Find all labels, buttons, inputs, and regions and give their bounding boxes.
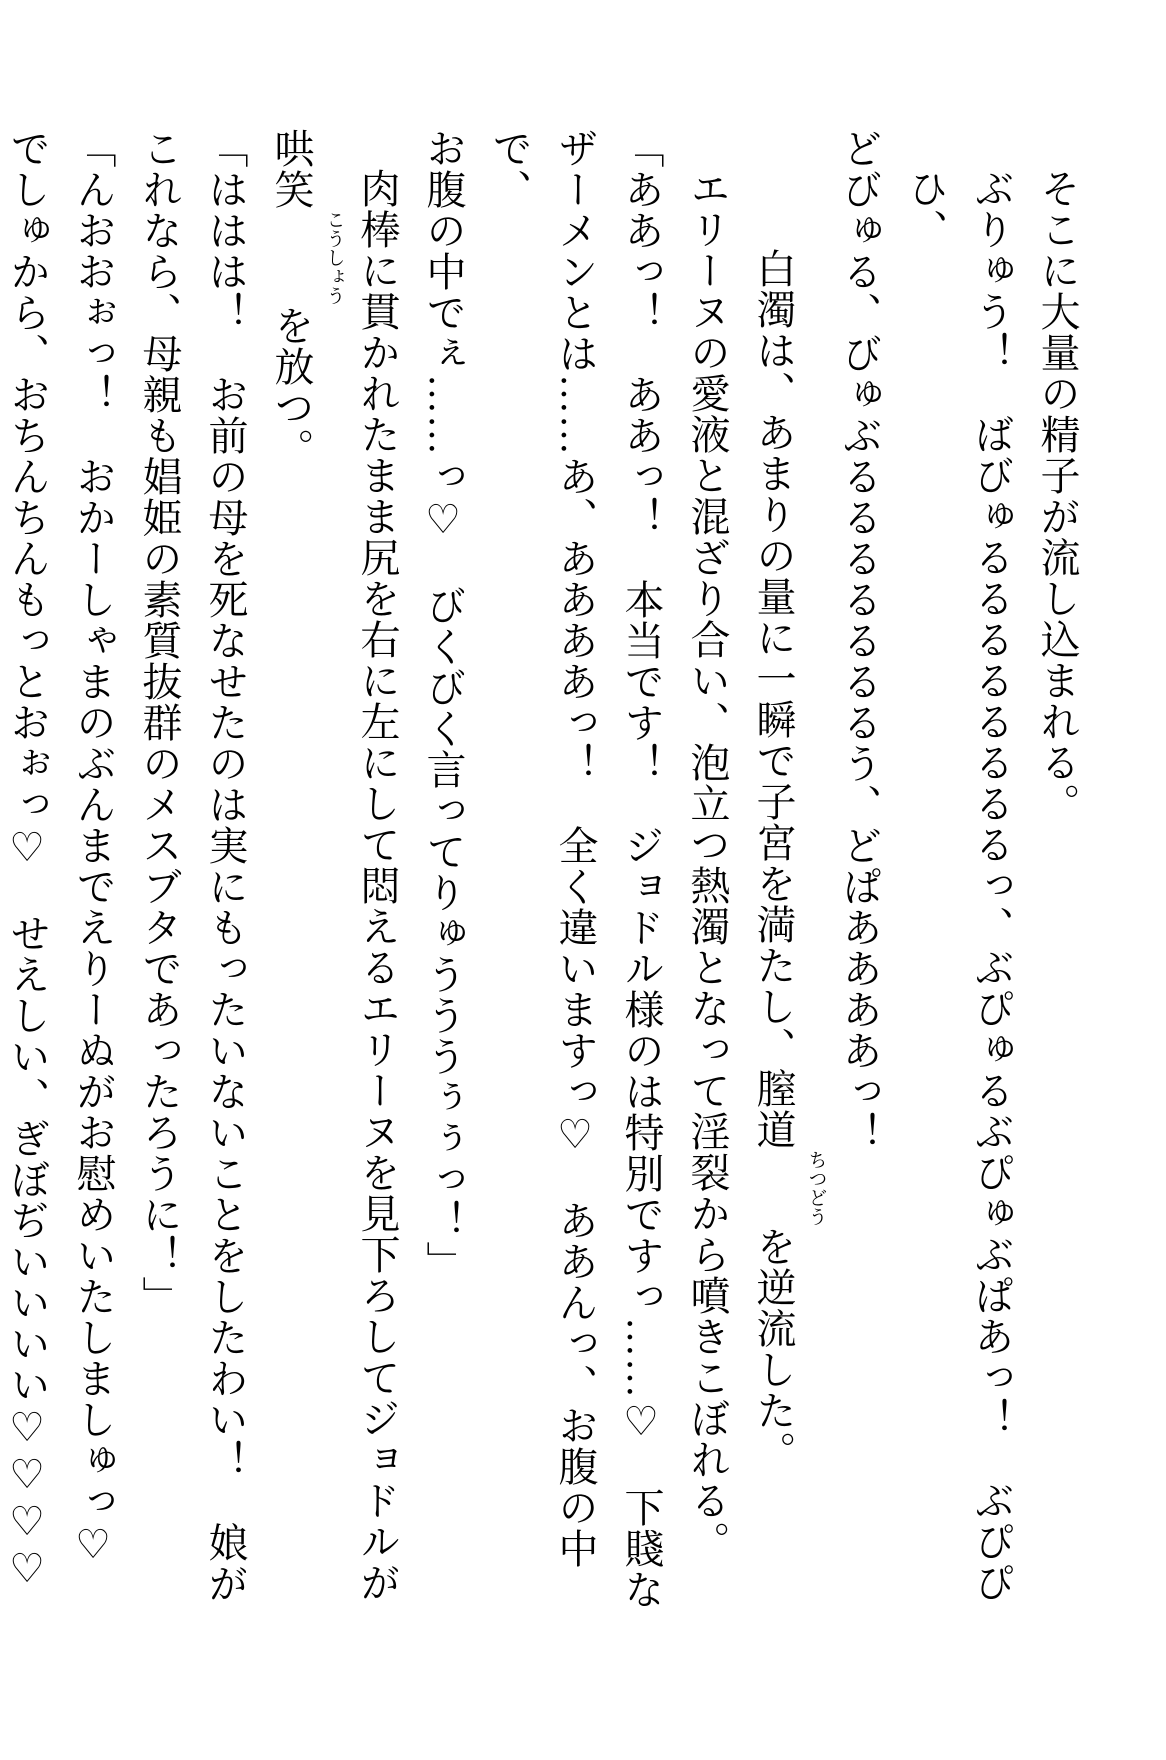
text-column-10 bbox=[258, 128, 344, 1640]
text-column-12 bbox=[126, 128, 192, 1640]
furigana-term: 膣道ちつどう bbox=[751, 1068, 827, 1226]
text-run: 白濁は、あまりの量に一瞬で子宮を満たし、 bbox=[751, 248, 796, 1068]
furigana-reading: ちつどう bbox=[805, 1150, 827, 1226]
text-column-14 bbox=[0, 128, 60, 1640]
text-run: どびゅる、びゅぶるるるるるるるう、どぱああああっ！ bbox=[837, 128, 882, 1153]
text-run: ザーメンとは……あ、ああああっ！ 全く違いますっ♡ ああんっ、お腹の中で、 bbox=[487, 128, 598, 1569]
text-column-8 bbox=[410, 128, 476, 1640]
text-run: そこに大量の精子が流し込まれる。 bbox=[1035, 168, 1080, 824]
text-run: 「ああっ！ ああっ！ 本当です！ ジョドル様のは特別ですっ……♡ 下賤な bbox=[619, 128, 664, 1610]
furigana-term: 哄笑こうしょう bbox=[269, 128, 345, 305]
vertical-text-area bbox=[0, 128, 1090, 1640]
text-run: ぶりゅう！ ばびゅるるるるるるるるっ、ぶぴゅるぶぴゅぶぱあっ！ ぶぴぴひ、 bbox=[903, 168, 1014, 1603]
text-run: お腹の中でぇ……っ♡ びくびく言ってりゅうううぅぅっ！」 bbox=[421, 128, 466, 1282]
text-run: エリーヌの愛液と混ざり合い、泡立つ熱濁となって淫裂から噴きこぼれる。 bbox=[685, 168, 730, 1562]
text-column-5 bbox=[674, 128, 740, 1680]
text-run: を逆流した。 bbox=[751, 1226, 796, 1472]
text-column-3 bbox=[826, 128, 892, 1640]
text-column-6 bbox=[608, 128, 674, 1640]
text-column-7 bbox=[476, 128, 608, 1640]
text-run: これなら、母親も娼姫の素質抜群のメスブタであったろうに！」 bbox=[137, 128, 182, 1317]
text-column-2 bbox=[892, 128, 1024, 1680]
text-column-11 bbox=[192, 128, 258, 1640]
text-run: でしゅから、おちんちんもっとおぉっ♡ せえしい、ぎぼぢいいいい♡♡♡♡ bbox=[5, 128, 50, 1593]
text-run: を放つ。 bbox=[269, 305, 314, 469]
furigana-reading: こうしょう bbox=[323, 210, 345, 305]
text-run: 「ははは！ お前の母を死なせたのは実にもったいないことをしたわい！ 娘が bbox=[203, 128, 248, 1604]
text-column-1 bbox=[1024, 128, 1090, 1680]
text-run: 「んおおぉっ！ おかーしゃまのぶんまでえりーぬがお慰めいたしましゅっ♡ bbox=[71, 128, 116, 1569]
text-column-4 bbox=[740, 128, 826, 1760]
text-column-13 bbox=[60, 128, 126, 1640]
text-column-9 bbox=[344, 128, 410, 1680]
text-run: 肉棒に貫かれたまま尻を右に左にして悶えるエリーヌを見下ろしてジョドルが bbox=[355, 168, 400, 1603]
